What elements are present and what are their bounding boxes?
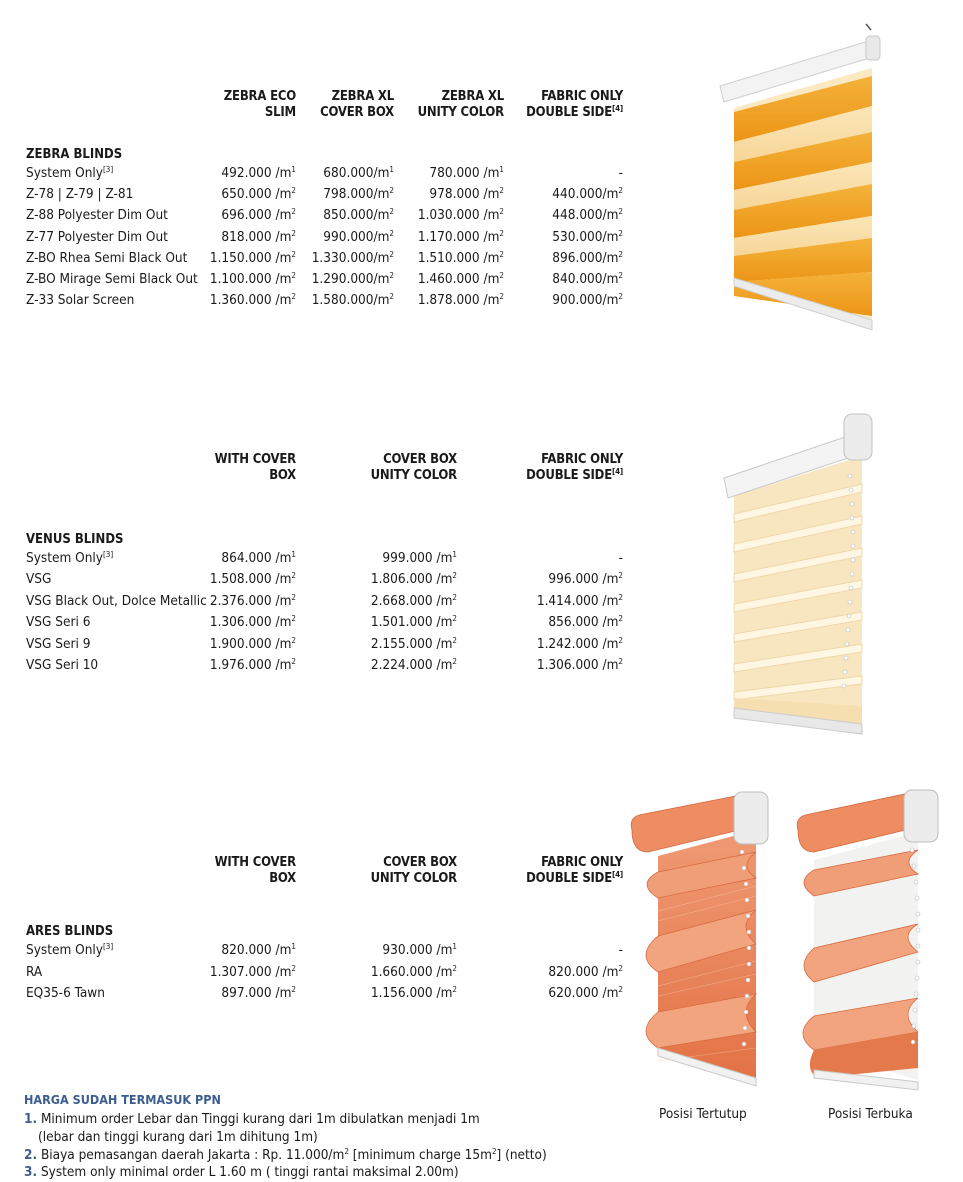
ares-blind-open-image xyxy=(794,784,942,1096)
venus-price-cell: 1.976.000 $/m^2$ xyxy=(209,657,296,673)
ares-price-cell: 1.660.000 $/m^2$ xyxy=(370,963,457,980)
venus-header-fabric-only: FABRIC ONLY DOUBLE SIDE[4] xyxy=(526,452,623,483)
zebra-price-cell: $840.000/m^2$ xyxy=(552,271,623,287)
zebra-price-cell: $440.000/m^2$ xyxy=(552,186,623,203)
zebra-price-cell: 1.100.000 $/m^2$ xyxy=(209,271,296,287)
zebra-price-cell: $798.000/m^2$ xyxy=(323,186,394,203)
notes-title: HARGA SUDAH TERMASUK PPN xyxy=(24,1092,221,1107)
venus-row-label: VSG Seri 6 xyxy=(26,614,91,631)
zebra-price-cell: $990.000/m^2$ xyxy=(323,228,394,245)
ares-price-cell: 930.000 $/m^1$ xyxy=(382,942,457,958)
zebra-price-cell: 1.150.000 $/m^2$ xyxy=(209,249,296,266)
venus-price-cell: - xyxy=(618,550,623,566)
zebra-price-cell: $1.580.000/m^2$ xyxy=(311,292,394,309)
zebra-header-fabric-only: FABRIC ONLY DOUBLE SIDE[4] xyxy=(526,89,623,120)
zebra-price-cell: - xyxy=(618,165,623,181)
ares-price-cell: 820.000 $/m^1$ xyxy=(221,942,296,958)
venus-price-cell: 996.000 $/m^2$ xyxy=(548,571,623,588)
zebra-price-cell: $896.000/m^2$ xyxy=(552,249,623,266)
venus-section-title: VENUS BLINDS xyxy=(26,532,124,547)
venus-header-with-cover-box: WITH COVER BOX xyxy=(214,452,296,483)
zebra-price-cell: 1.878.000 $/m^2$ xyxy=(417,292,504,309)
zebra-price-cell: $850.000/m^2$ xyxy=(323,207,394,224)
zebra-row-label: Z-78 | Z-79 | Z-81 xyxy=(26,186,134,203)
zebra-row-label: Z-BO Rhea Semi Black Out xyxy=(26,249,188,266)
zebra-price-cell: 1.170.000 $/m^2$ xyxy=(417,228,504,245)
ares-price-cell: 1.156.000 $/m^2$ xyxy=(370,985,457,1001)
venus-price-cell: 864.000 $/m^1$ xyxy=(221,550,296,566)
ares-price-cell: - xyxy=(618,942,623,958)
zebra-price-cell: $1.330.000/m^2$ xyxy=(311,249,394,266)
ares-price-cell: 620.000 $/m^2$ xyxy=(548,985,623,1001)
zebra-row-label: Z-77 Polyester Dim Out xyxy=(26,228,168,245)
zebra-price-cell: 1.030.000 $/m^2$ xyxy=(417,207,504,224)
venus-price-cell: 1.900.000 $/m^2$ xyxy=(209,635,296,652)
zebra-header-eco-slim: ZEBRA ECO SLIM xyxy=(223,89,296,120)
ares-section-title: ARES BLINDS xyxy=(26,924,114,939)
venus-header-cover-box-unity: COVER BOX UNITY COLOR xyxy=(370,452,457,483)
zebra-price-cell: 780.000 $/m^1$ xyxy=(429,165,504,181)
zebra-row-label: System Only[3] xyxy=(26,165,114,181)
zebra-header-xl-cover-box: ZEBRA XL COVER BOX xyxy=(320,89,394,120)
venus-price-cell: 2.224.000 $/m^2$ xyxy=(370,657,457,673)
ares-blind-closed-image xyxy=(628,786,774,1096)
ares-row-label: EQ35-6 Tawn xyxy=(26,985,105,1001)
venus-blind-image xyxy=(720,406,880,736)
venus-price-cell: 1.508.000 $/m^2$ xyxy=(209,571,296,588)
note-1-line-1: 1. Minimum order Lebar dan Tinggi kurang dari 1m dibulatkan menjadi 1m xyxy=(24,1111,480,1127)
caption-closed-position: Posisi Tertutup xyxy=(659,1106,747,1122)
venus-row-label: VSG Seri 9 xyxy=(26,635,91,652)
zebra-row-label: Z-33 Solar Screen xyxy=(26,292,135,309)
venus-row-label: VSG xyxy=(26,571,52,588)
ares-row-label: RA xyxy=(26,963,43,980)
venus-row-label: System Only[3] xyxy=(26,550,114,566)
ares-price-cell: 820.000 $/m^2$ xyxy=(548,963,623,980)
zebra-price-cell: 696.000 $/m^2$ xyxy=(221,207,296,224)
zebra-row-label: Z-BO Mirage Semi Black Out xyxy=(26,271,198,287)
note-2: 2. Biaya pemasangan daerah Jakarta : Rp. $11.000/m^2$ [minimum charge $15m^2$] (netto) xyxy=(24,1147,547,1163)
zebra-price-cell: 650.000 $/m^2$ xyxy=(221,186,296,203)
zebra-price-cell: $900.000/m^2$ xyxy=(552,292,623,309)
ares-header-fabric-only: FABRIC ONLY DOUBLE SIDE[4] xyxy=(526,855,623,886)
zebra-header-xl-unity-color: ZEBRA XL UNITY COLOR xyxy=(417,89,504,120)
ares-price-cell: 897.000 $/m^2$ xyxy=(221,985,296,1001)
zebra-price-cell: 978.000 $/m^2$ xyxy=(429,186,504,203)
zebra-blind-image xyxy=(716,16,882,338)
venus-price-cell: 856.000 $/m^2$ xyxy=(548,614,623,631)
venus-price-cell: 999.000 $/m^1$ xyxy=(382,550,457,566)
zebra-price-cell: $1.290.000/m^2$ xyxy=(311,271,394,287)
caption-open-position: Posisi Terbuka xyxy=(828,1106,913,1122)
venus-price-cell: 1.501.000 $/m^2$ xyxy=(370,614,457,631)
ares-price-cell: 1.307.000 $/m^2$ xyxy=(209,963,296,980)
venus-row-label: VSG Black Out, Dolce Metallic xyxy=(26,592,207,609)
venus-price-cell: 1.806.000 $/m^2$ xyxy=(370,571,457,588)
zebra-price-cell: 818.000 $/m^2$ xyxy=(221,228,296,245)
zebra-price-cell: 1.360.000 $/m^2$ xyxy=(209,292,296,309)
venus-price-cell: 1.306.000 $/m^2$ xyxy=(209,614,296,631)
zebra-price-cell: $680.000/m^1$ xyxy=(323,165,394,181)
note-1-line-2: (lebar dan tinggi kurang dari 1m dihitung 1m) xyxy=(38,1129,318,1145)
zebra-row-label: Z-88 Polyester Dim Out xyxy=(26,207,168,224)
zebra-price-cell: $448.000/m^2$ xyxy=(552,207,623,224)
zebra-price-cell: 1.510.000 $/m^2$ xyxy=(417,249,504,266)
venus-price-cell: 2.668.000 $/m^2$ xyxy=(370,592,457,609)
venus-price-cell: 1.242.000 $/m^2$ xyxy=(536,635,623,652)
venus-row-label: VSG Seri 10 xyxy=(26,657,99,673)
ares-row-label: System Only[3] xyxy=(26,942,114,958)
zebra-price-cell: 492.000 $/m^1$ xyxy=(221,165,296,181)
venus-price-cell: 1.414.000 $/m^2$ xyxy=(536,592,623,609)
zebra-price-cell: 1.460.000 $/m^2$ xyxy=(417,271,504,287)
zebra-section-title: ZEBRA BLINDS xyxy=(26,147,123,162)
ares-header-cover-box-unity: COVER BOX UNITY COLOR xyxy=(370,855,457,886)
venus-price-cell: 2.155.000 $/m^2$ xyxy=(370,635,457,652)
note-3: 3. System only minimal order L 1.60 m ( tinggi rantai maksimal 2.00m) xyxy=(24,1164,459,1180)
ares-header-with-cover-box: WITH COVER BOX xyxy=(214,855,296,886)
venus-price-cell: 1.306.000 $/m^2$ xyxy=(536,657,623,673)
zebra-price-cell: $530.000/m^2$ xyxy=(552,228,623,245)
venus-price-cell: 2.376.000 $/m^2$ xyxy=(209,592,296,609)
